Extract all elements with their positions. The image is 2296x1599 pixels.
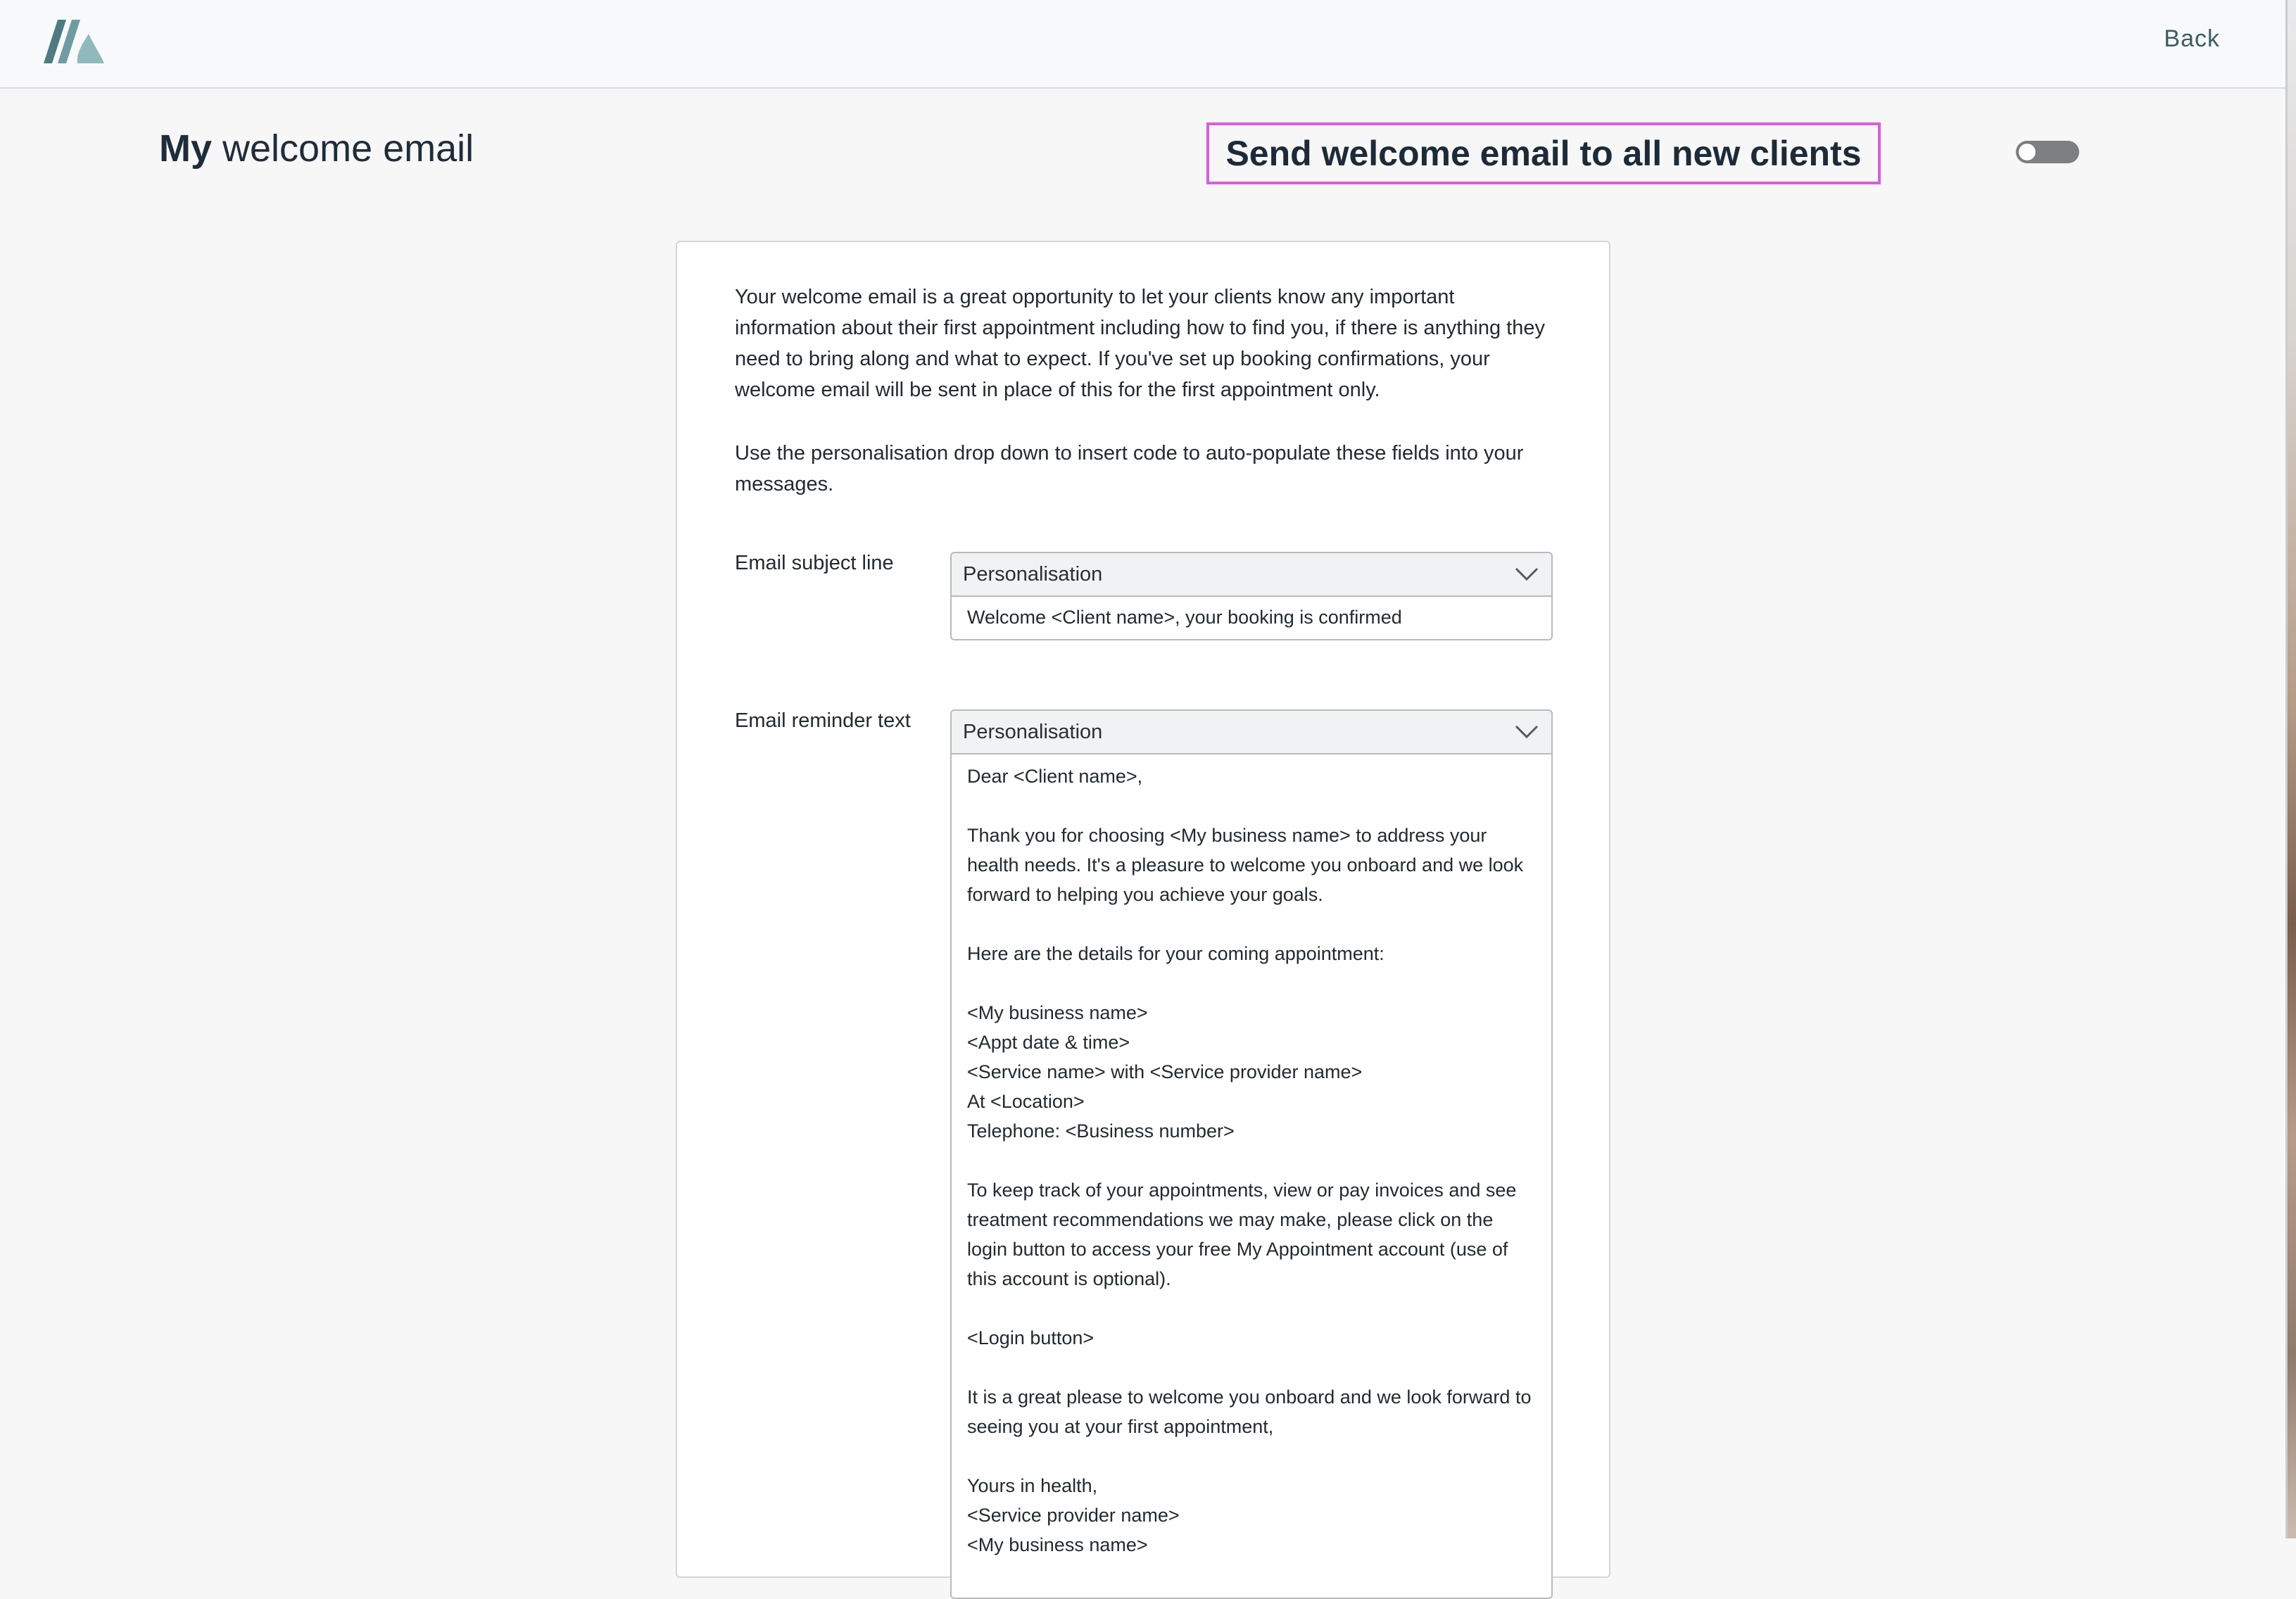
background-edge	[2288, 0, 2296, 1538]
chevron-down-icon	[1515, 566, 1539, 583]
send-welcome-email-label: Send welcome email to all new clients	[1206, 122, 1881, 184]
chevron-down-icon	[1515, 723, 1539, 740]
intro-paragraph-2: Use the personalisation drop down to insert code to auto-populate these fields into your messages.	[735, 442, 1524, 495]
email-subject-input[interactable]: Welcome <Client name>, your booking is confirmed	[950, 597, 1553, 640]
intro-paragraph-1: Your welcome email is a great opportunity to let your clients know any important information about their first appointment including how to find you, if there is anything they need to bring along and what to expect. If you've set up booking confirmations, your welcome email will be sent in place of this for the first appointment only.	[735, 286, 1545, 401]
welcome-email-card	[676, 241, 1610, 1578]
email-subject-label: Email subject line	[735, 552, 894, 574]
reminder-personalisation-dropdown[interactable]	[950, 709, 1553, 754]
back-link[interactable]: Back	[2164, 25, 2220, 52]
page-title-strong: My	[159, 127, 213, 170]
page-title	[159, 127, 474, 170]
intro-text	[735, 282, 1557, 538]
subject-personalisation-dropdown[interactable]	[950, 552, 1553, 597]
email-reminder-label: Email reminder text	[735, 709, 911, 732]
email-reminder-textarea[interactable]: Dear <Client name>, Thank you for choosing <My business name> to address your health needs. It's a pleasure to welcome you onboard and we look forward to helping you achieve your goals. Here are the details for your coming appointment: <My business name> <Appt date & time> <Service name> with <Service provider name> At <Location> Telephone: <Business number> To keep track of your appointments, view or pay invoices and see treatment recommendations we may make, please click on the login button to access your free My Appointment account (use of this account is optional). <Login button> It is a great please to welcome you onboard and we look forward to seeing you at your first appointment, Yours in health, <Service provider name> <My business name>	[950, 754, 1553, 1599]
subject-personalisation-value: Personalisation	[963, 563, 1103, 586]
reminder-personalisation-value: Personalisation	[963, 721, 1103, 743]
app-logo-icon[interactable]	[44, 17, 107, 66]
send-welcome-email-toggle[interactable]	[2016, 141, 2079, 163]
top-bar	[0, 0, 2296, 89]
toggle-knob	[2019, 144, 2036, 160]
page-title-rest: welcome email	[222, 127, 474, 170]
